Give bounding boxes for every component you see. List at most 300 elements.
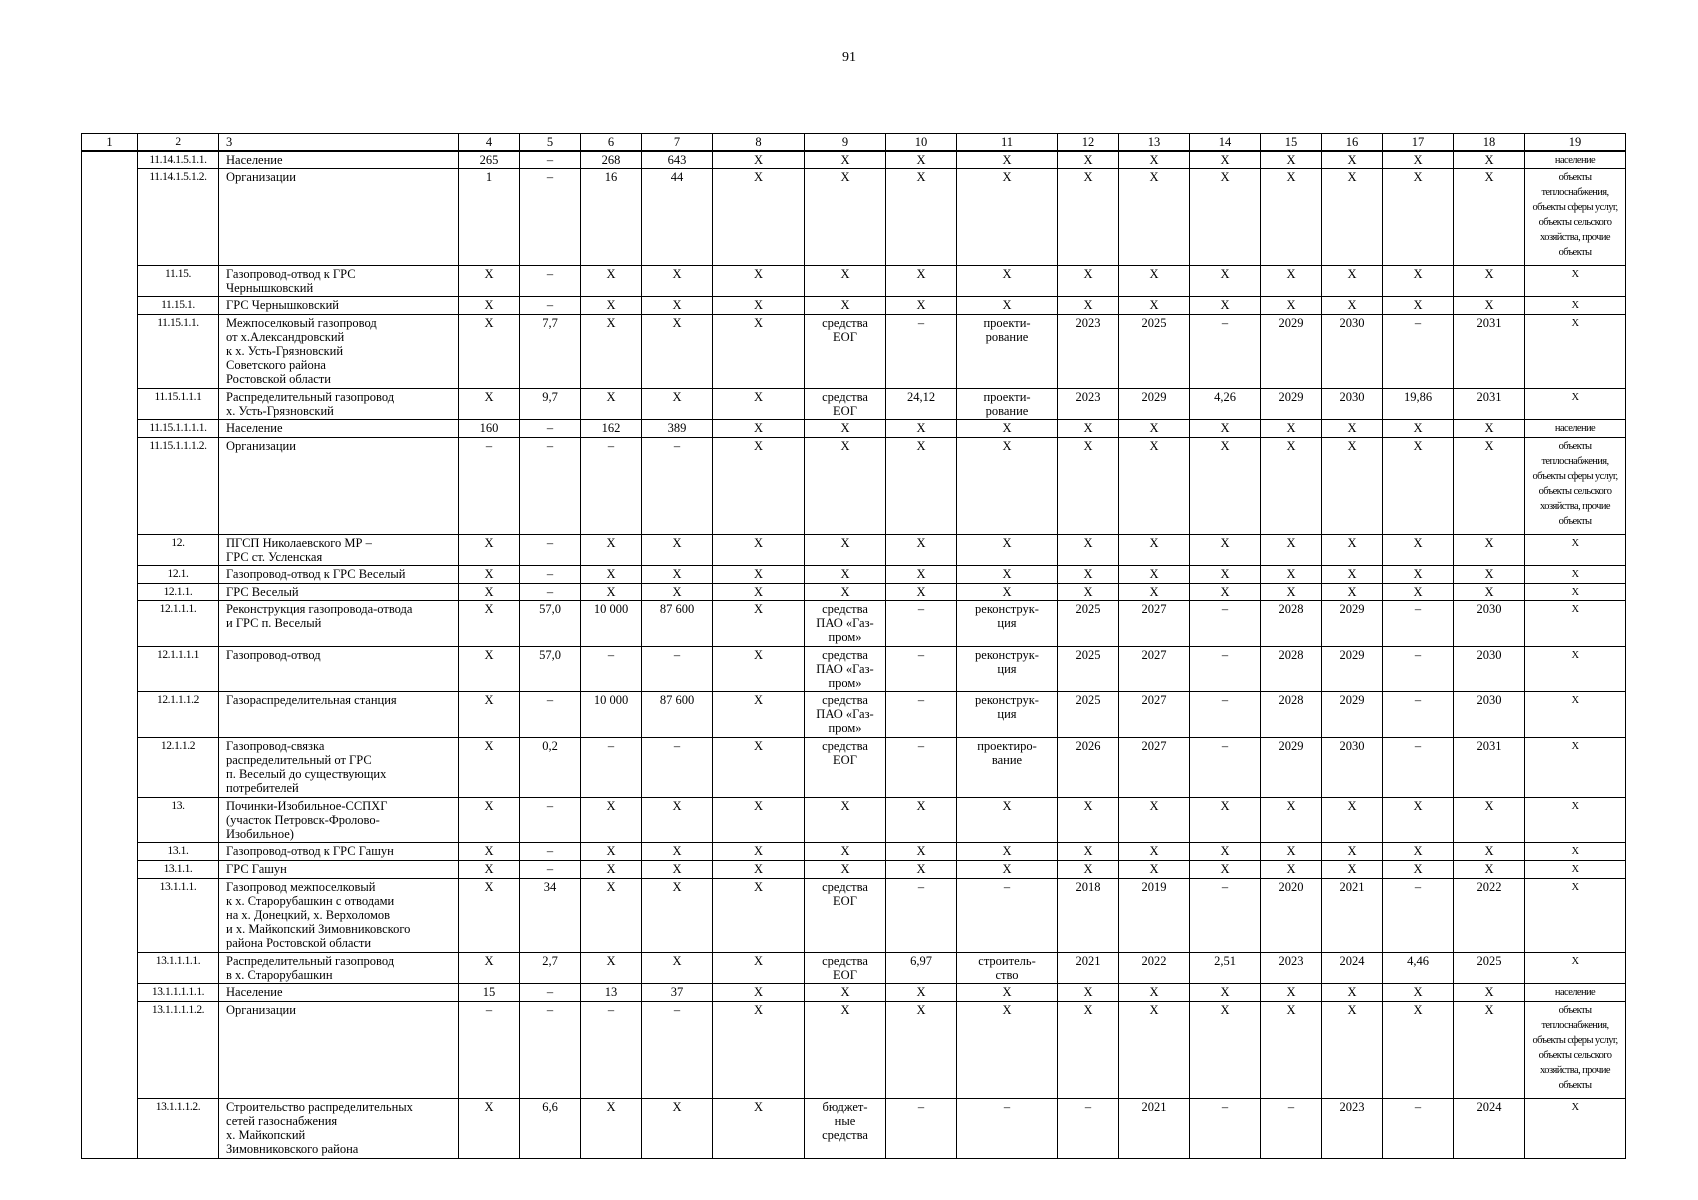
table-cell: средства ЕОГ [805, 878, 886, 952]
table-cell: 2030 [1454, 692, 1525, 738]
table-row [82, 583, 1626, 601]
table-cell: X [581, 266, 642, 297]
table-cell: проекти- рование [957, 389, 1058, 420]
table-cell: 13.1.1.1.1.1. [138, 984, 219, 1002]
table-cell: X [581, 843, 642, 861]
table-cell: X [1322, 860, 1383, 878]
table-cell: X [581, 297, 642, 315]
table-cell: 2021 [1119, 1098, 1190, 1158]
table-cell: проекти- рование [957, 314, 1058, 388]
table-cell: 0,2 [520, 737, 581, 797]
table-cell: 2031 [1454, 389, 1525, 420]
table-cell: X [1058, 843, 1119, 861]
table-cell: X [1322, 583, 1383, 601]
table-row [82, 151, 1626, 169]
table-cell: X [805, 1001, 886, 1098]
table-row [82, 535, 1626, 566]
table-cell: X [1322, 843, 1383, 861]
table-cell: X [886, 566, 957, 584]
table-cell: 2018 [1058, 878, 1119, 952]
table-row [82, 266, 1626, 297]
table-cell: 2029 [1261, 314, 1322, 388]
column-header: 7 [642, 134, 713, 151]
table-cell: Распределительный газопровод х. Усть-Грязновский [219, 389, 459, 420]
table-cell: – [886, 692, 957, 738]
table-cell: ПГСП Николаевского МР – ГРС ст. Усленская [219, 535, 459, 566]
table-cell: – [1383, 646, 1454, 692]
table-cell: X [581, 1098, 642, 1158]
table-cell: X [1058, 266, 1119, 297]
table-cell: 19,86 [1383, 389, 1454, 420]
table-cell: X [459, 601, 520, 647]
table-cell: население [1525, 984, 1626, 1002]
table-cell: проектиро- вание [957, 737, 1058, 797]
table-cell: 2027 [1119, 692, 1190, 738]
column-header: 9 [805, 134, 886, 151]
table-cell: X [581, 797, 642, 843]
table-cell: 2024 [1454, 1098, 1525, 1158]
table-cell: X [1322, 1001, 1383, 1098]
table-cell: X [1454, 420, 1525, 438]
table-cell: X [1261, 843, 1322, 861]
table-cell: – [1383, 692, 1454, 738]
table-cell: X [1454, 438, 1525, 535]
table-cell: X [957, 984, 1058, 1002]
table-cell: 2025 [1058, 601, 1119, 647]
table-cell: 2027 [1119, 646, 1190, 692]
table-cell: X [713, 266, 805, 297]
table-cell: X [1058, 566, 1119, 584]
table-cell: 2025 [1454, 953, 1525, 984]
table-cell: X [713, 601, 805, 647]
table-cell: 2029 [1322, 692, 1383, 738]
table-cell: X [1454, 860, 1525, 878]
table-cell: X [957, 797, 1058, 843]
column-header: 12 [1058, 134, 1119, 151]
table-cell: X [1261, 797, 1322, 843]
table-cell: X [957, 297, 1058, 315]
table-cell: X [805, 797, 886, 843]
table-cell: X [1190, 797, 1261, 843]
table-cell: X [1261, 1001, 1322, 1098]
table-row [82, 438, 1626, 535]
table-cell: X [1261, 438, 1322, 535]
table-cell: X [713, 389, 805, 420]
table-cell: 2028 [1261, 601, 1322, 647]
table-cell: – [1190, 646, 1261, 692]
table-cell: X [957, 420, 1058, 438]
table-cell: ГРС Веселый [219, 583, 459, 601]
table-cell: X [1058, 583, 1119, 601]
table-cell: X [1058, 169, 1119, 266]
table-cell: X [886, 420, 957, 438]
table-cell: X [805, 151, 886, 169]
table-cell: 265 [459, 151, 520, 169]
table-row [82, 692, 1626, 738]
table-cell: объекты теплоснабжения, объекты сферы услуг, объекты сельского хозяйства, прочие объекты [1525, 1001, 1626, 1098]
table-cell: X [459, 266, 520, 297]
table-cell: 12.1.1. [138, 583, 219, 601]
table-cell: X [1383, 266, 1454, 297]
table-row [82, 843, 1626, 861]
table-cell: Реконструкция газопровода-отвода и ГРС п. Веселый [219, 601, 459, 647]
table-row [82, 297, 1626, 315]
table-cell: X [1190, 843, 1261, 861]
table-cell: X [581, 583, 642, 601]
table-cell: X [459, 566, 520, 584]
table-cell: 2027 [1119, 737, 1190, 797]
table-row [82, 601, 1626, 647]
table-cell: X [1383, 1001, 1454, 1098]
table-cell: X [1058, 860, 1119, 878]
table-cell: X [1525, 389, 1626, 420]
table-cell: – [581, 438, 642, 535]
table-cell: X [1190, 151, 1261, 169]
table-cell: 2029 [1119, 389, 1190, 420]
table-cell: X [642, 535, 713, 566]
table-cell: X [1261, 860, 1322, 878]
table-cell: X [459, 953, 520, 984]
table-cell: X [1525, 566, 1626, 584]
blank-column-cell [82, 151, 138, 1159]
table-cell: X [1525, 860, 1626, 878]
column-header: 16 [1322, 134, 1383, 151]
table-cell: X [886, 535, 957, 566]
table-cell: X [1058, 151, 1119, 169]
table-cell: Межпоселковый газопровод от х.Александровский к х. Усть-Грязновский Советского района Ростовской области [219, 314, 459, 388]
table-cell: X [713, 535, 805, 566]
table-cell: – [1383, 601, 1454, 647]
table-cell: 2029 [1322, 646, 1383, 692]
table-cell: X [1119, 438, 1190, 535]
table-cell: 11.14.1.5.1.1. [138, 151, 219, 169]
table-cell: 9,7 [520, 389, 581, 420]
table-cell: 162 [581, 420, 642, 438]
table-cell: – [520, 266, 581, 297]
table-cell: X [886, 583, 957, 601]
table-cell: – [1190, 314, 1261, 388]
table-cell: X [459, 797, 520, 843]
table-cell: X [1322, 266, 1383, 297]
table-cell: X [957, 266, 1058, 297]
table-cell: X [886, 297, 957, 315]
table-cell: 2030 [1322, 314, 1383, 388]
table-cell: – [459, 1001, 520, 1098]
table-row [82, 984, 1626, 1002]
table-cell: 11.15. [138, 266, 219, 297]
table-cell: X [459, 646, 520, 692]
table-row [82, 797, 1626, 843]
table-cell: 4,26 [1190, 389, 1261, 420]
table-cell: 57,0 [520, 646, 581, 692]
table-cell: X [1525, 843, 1626, 861]
table-cell: 2031 [1454, 737, 1525, 797]
table-cell: X [1261, 151, 1322, 169]
table-cell: X [1322, 297, 1383, 315]
table-cell: Газопровод-отвод [219, 646, 459, 692]
table-cell: X [713, 953, 805, 984]
table-cell: X [713, 843, 805, 861]
table-cell: 389 [642, 420, 713, 438]
table-cell: средства ЕОГ [805, 953, 886, 984]
table-cell: 2027 [1119, 601, 1190, 647]
table-cell: – [520, 169, 581, 266]
table-cell: 15 [459, 984, 520, 1002]
table-cell: X [957, 438, 1058, 535]
table-cell: X [1525, 535, 1626, 566]
table-cell: X [1525, 314, 1626, 388]
table-cell: – [1190, 878, 1261, 952]
table-cell: объекты теплоснабжения, объекты сферы услуг, объекты сельского хозяйства, прочие объекты [1525, 438, 1626, 535]
table-cell: X [459, 860, 520, 878]
table-cell: X [1383, 169, 1454, 266]
table-cell: X [1261, 984, 1322, 1002]
table-cell: X [713, 297, 805, 315]
table-cell: – [642, 438, 713, 535]
column-header: 8 [713, 134, 805, 151]
table-cell: X [1058, 797, 1119, 843]
table-cell: X [957, 1001, 1058, 1098]
table-cell: X [713, 438, 805, 535]
table-cell: X [1383, 297, 1454, 315]
table-cell: Газораспределительная станция [219, 692, 459, 738]
table-cell: X [1383, 535, 1454, 566]
table-cell: 2023 [1261, 953, 1322, 984]
table-cell: X [1454, 266, 1525, 297]
table-row [82, 1001, 1626, 1098]
table-cell: X [1525, 953, 1626, 984]
table-cell: X [1525, 266, 1626, 297]
table-cell: – [1190, 692, 1261, 738]
table-cell: средства ЕОГ [805, 737, 886, 797]
table-cell: – [886, 878, 957, 952]
table-cell: X [805, 583, 886, 601]
table-cell: X [886, 843, 957, 861]
table-cell: 11.15.1.1. [138, 314, 219, 388]
table-cell: средства ЕОГ [805, 389, 886, 420]
table-cell: X [1454, 169, 1525, 266]
table-cell: X [713, 169, 805, 266]
table-row [82, 737, 1626, 797]
table-cell: Население [219, 420, 459, 438]
table-cell: 11.15.1.1.1.2. [138, 438, 219, 535]
table-cell: Население [219, 151, 459, 169]
table-cell: 10 000 [581, 601, 642, 647]
table-cell: X [1261, 169, 1322, 266]
table-cell: – [520, 151, 581, 169]
table-cell: строитель- ство [957, 953, 1058, 984]
table-cell: X [957, 583, 1058, 601]
table-cell: 13 [581, 984, 642, 1002]
table-cell: 13.1.1.1. [138, 878, 219, 952]
table-cell: X [1383, 797, 1454, 843]
table-cell: средства ПАО «Газ- пром» [805, 646, 886, 692]
table-cell: X [1119, 984, 1190, 1002]
table-cell: X [1322, 169, 1383, 266]
table-cell: – [1190, 601, 1261, 647]
table-cell: X [886, 266, 957, 297]
table-cell: X [1383, 566, 1454, 584]
column-header: 1 [82, 134, 138, 151]
table-cell: 13.1.1.1.1.2. [138, 1001, 219, 1098]
table-cell: 11.14.1.5.1.2. [138, 169, 219, 266]
table-cell: X [1190, 984, 1261, 1002]
table-cell: 12.1.1.2 [138, 737, 219, 797]
table-cell: X [1383, 420, 1454, 438]
table-cell: X [1190, 566, 1261, 584]
table-cell: – [520, 420, 581, 438]
table-cell: – [1383, 878, 1454, 952]
table-cell: Газопровод-отвод к ГРС Веселый [219, 566, 459, 584]
table-cell: X [713, 314, 805, 388]
table-cell: X [1525, 646, 1626, 692]
table-cell: X [1525, 583, 1626, 601]
table-cell: 2031 [1454, 314, 1525, 388]
column-header: 4 [459, 134, 520, 151]
table-cell: X [1190, 266, 1261, 297]
table-cell: – [520, 583, 581, 601]
table-cell: X [1261, 420, 1322, 438]
column-header: 13 [1119, 134, 1190, 151]
column-header: 2 [138, 134, 219, 151]
table-cell: X [1261, 566, 1322, 584]
table-cell: – [1383, 314, 1454, 388]
table-cell: – [1058, 1098, 1119, 1158]
table-cell: X [957, 860, 1058, 878]
table-cell: средства ПАО «Газ- пром» [805, 692, 886, 738]
table-cell: Газопровод-отвод к ГРС Гашун [219, 843, 459, 861]
table-cell: Газопровод-связка распределительный от ГРС п. Веселый до существующих потребителей [219, 737, 459, 797]
table-cell: X [957, 843, 1058, 861]
table-cell: X [581, 953, 642, 984]
table-cell: 2030 [1322, 737, 1383, 797]
table-cell: – [520, 692, 581, 738]
table-cell: X [1119, 535, 1190, 566]
table-cell: X [886, 169, 957, 266]
table-cell: X [1383, 984, 1454, 1002]
table-cell: объекты теплоснабжения, объекты сферы услуг, объекты сельского хозяйства, прочие объекты [1525, 169, 1626, 266]
table-cell: X [1525, 601, 1626, 647]
column-header: 19 [1525, 134, 1626, 151]
table-cell: 2,7 [520, 953, 581, 984]
table-cell: X [805, 843, 886, 861]
table-cell: X [886, 860, 957, 878]
table-row [82, 860, 1626, 878]
table-cell: X [1322, 438, 1383, 535]
page-number: 91 [842, 50, 856, 65]
table-cell: 2029 [1261, 389, 1322, 420]
table-cell: 2025 [1119, 314, 1190, 388]
table-cell: 2019 [1119, 878, 1190, 952]
table-cell: X [459, 389, 520, 420]
table-cell: – [1190, 1098, 1261, 1158]
table-cell: 11.15.1.1.1.1. [138, 420, 219, 438]
table-cell: X [1119, 843, 1190, 861]
table-row [82, 420, 1626, 438]
table-cell: X [713, 1001, 805, 1098]
table-cell: X [1119, 566, 1190, 584]
table-cell: 24,12 [886, 389, 957, 420]
table-cell: X [713, 797, 805, 843]
table-cell: X [1322, 151, 1383, 169]
table-cell: X [805, 420, 886, 438]
table-cell: 643 [642, 151, 713, 169]
table-cell: X [886, 438, 957, 535]
table-cell: 6,97 [886, 953, 957, 984]
table-cell: X [1454, 1001, 1525, 1098]
table-cell: X [1119, 1001, 1190, 1098]
table-cell: 2023 [1058, 389, 1119, 420]
table-cell: X [805, 984, 886, 1002]
table-cell: 2029 [1322, 601, 1383, 647]
table-cell: 1 [459, 169, 520, 266]
table-cell: X [805, 535, 886, 566]
table-cell: 10 000 [581, 692, 642, 738]
table-cell: – [520, 1001, 581, 1098]
table-cell: X [459, 878, 520, 952]
table-cell: X [1058, 297, 1119, 315]
header-row [82, 134, 1626, 151]
table-cell: X [957, 169, 1058, 266]
table-cell: Распределительный газопровод в х. Старорубашкин [219, 953, 459, 984]
column-header: 15 [1261, 134, 1322, 151]
table-cell: 13.1.1.1.2. [138, 1098, 219, 1158]
table-cell: X [1119, 266, 1190, 297]
table-cell: Организации [219, 1001, 459, 1098]
table-cell: X [713, 583, 805, 601]
table-cell: X [459, 535, 520, 566]
table-cell: X [642, 860, 713, 878]
table-cell: X [642, 314, 713, 388]
table-cell: – [886, 737, 957, 797]
table-cell: 12. [138, 535, 219, 566]
table-cell: X [1190, 438, 1261, 535]
table-cell: 57,0 [520, 601, 581, 647]
table-cell: X [459, 737, 520, 797]
table-cell: реконструк- ция [957, 692, 1058, 738]
table-cell: ГРС Чернышковский [219, 297, 459, 315]
table-cell: X [1322, 535, 1383, 566]
table-cell: 44 [642, 169, 713, 266]
table-cell: X [1190, 860, 1261, 878]
table-cell: Население [219, 984, 459, 1002]
table-row [82, 953, 1626, 984]
table-cell: – [520, 843, 581, 861]
table-cell: – [520, 438, 581, 535]
table-cell: Организации [219, 169, 459, 266]
table-cell: 160 [459, 420, 520, 438]
table-cell: 37 [642, 984, 713, 1002]
table-cell: – [886, 646, 957, 692]
table-cell: X [459, 692, 520, 738]
table-cell: 87 600 [642, 601, 713, 647]
table-cell: – [642, 737, 713, 797]
table-cell: – [520, 797, 581, 843]
table-cell: 268 [581, 151, 642, 169]
table-cell: Газопровод межпоселковый к х. Старорубашкин с отводами на х. Донецкий, х. Верхоломов и х. Майкопский Зимовниковского района Ростовской области [219, 878, 459, 952]
table-cell: X [805, 297, 886, 315]
table-cell: X [805, 169, 886, 266]
table-cell: – [957, 878, 1058, 952]
table-cell: X [1058, 420, 1119, 438]
table-cell: X [1261, 535, 1322, 566]
table-cell: X [1190, 420, 1261, 438]
table-cell: X [1261, 583, 1322, 601]
table-cell: X [1058, 535, 1119, 566]
table-cell: X [642, 583, 713, 601]
table-cell: X [886, 151, 957, 169]
table-cell: X [642, 1098, 713, 1158]
